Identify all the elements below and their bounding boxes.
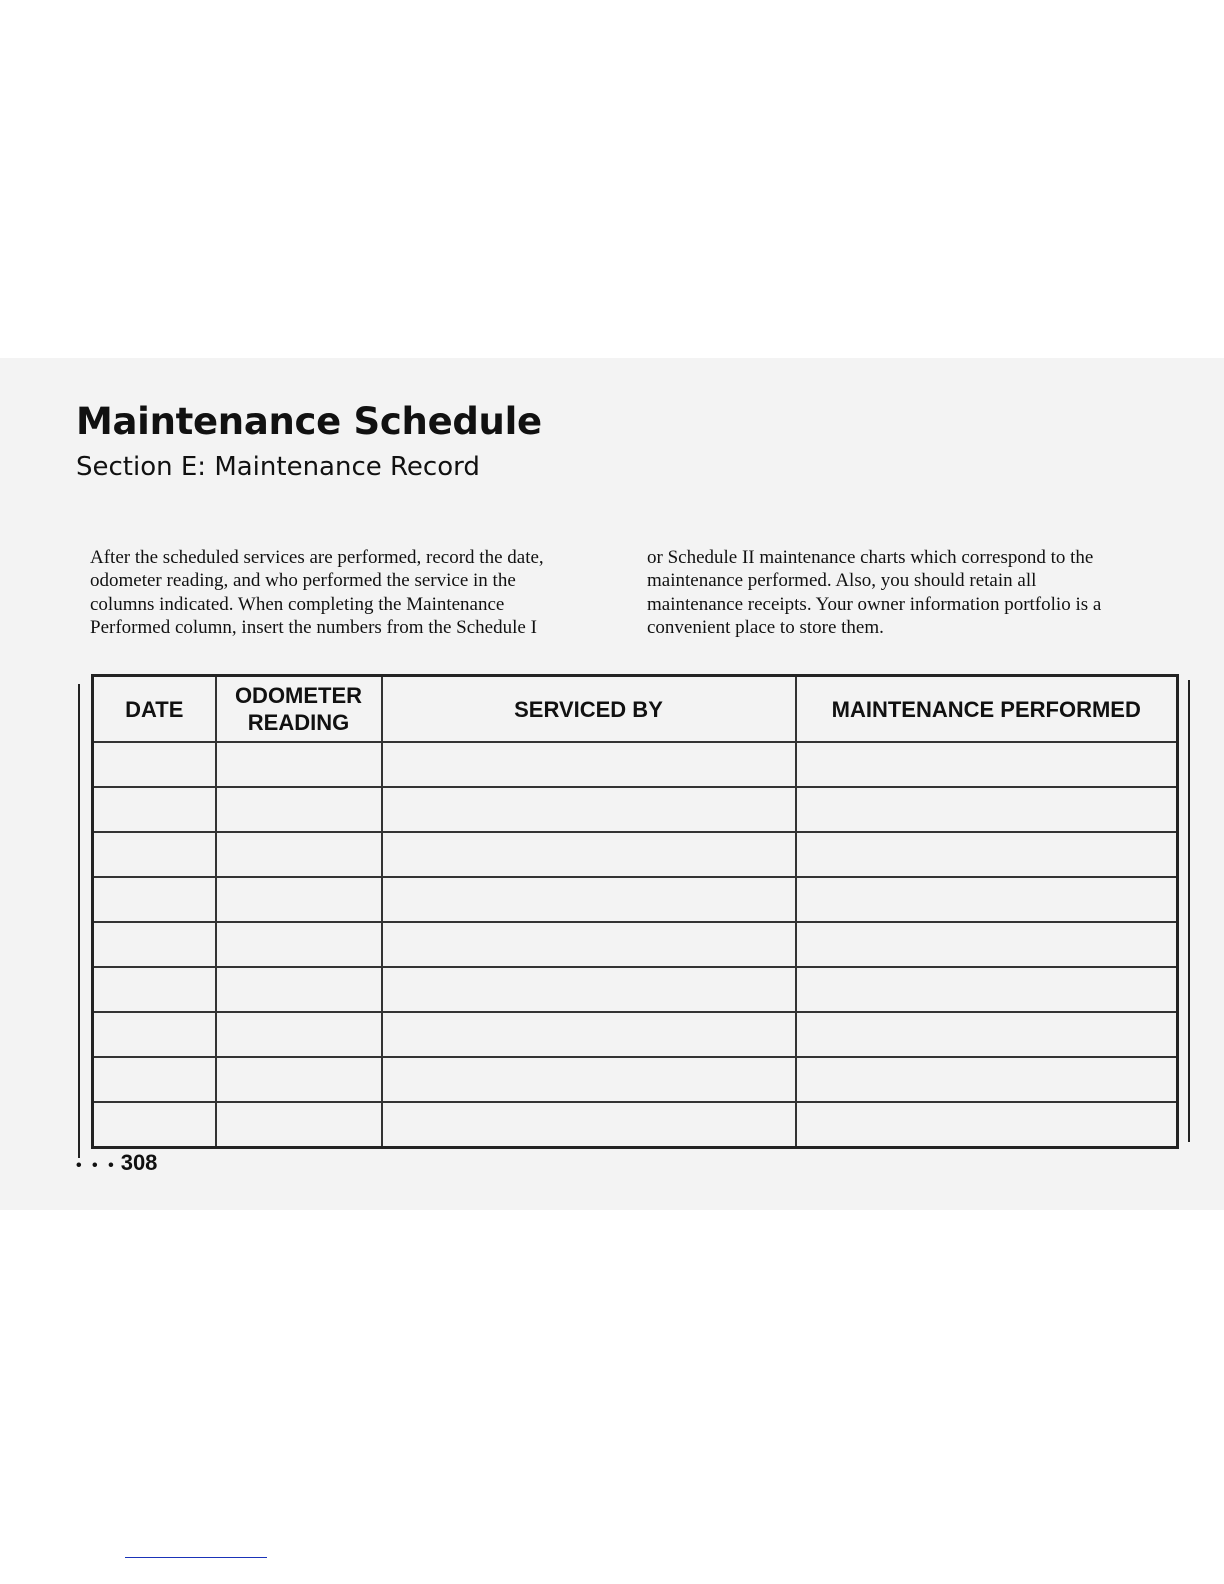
table-row	[93, 832, 1178, 877]
serviced-by-cell[interactable]	[382, 787, 796, 832]
date-cell[interactable]	[93, 787, 216, 832]
date-cell[interactable]	[93, 922, 216, 967]
table-row	[93, 787, 1178, 832]
table-row	[93, 1012, 1178, 1057]
odometer-cell[interactable]	[216, 922, 382, 967]
margin-rule-right	[1188, 680, 1190, 1142]
odometer-cell[interactable]	[216, 967, 382, 1012]
table-row	[93, 1102, 1178, 1148]
date-cell[interactable]	[93, 967, 216, 1012]
table-row	[93, 967, 1178, 1012]
date-cell[interactable]	[93, 1102, 216, 1148]
serviced-by-cell[interactable]	[382, 832, 796, 877]
header-date: DATE	[93, 676, 216, 743]
margin-rule-left	[78, 684, 80, 1158]
table-row	[93, 877, 1178, 922]
odometer-cell[interactable]	[216, 1102, 382, 1148]
odometer-cell[interactable]	[216, 877, 382, 922]
maintenance-cell[interactable]	[796, 1057, 1178, 1102]
maintenance-record-table	[91, 674, 1179, 1149]
page-number-dots: • • •	[76, 1157, 117, 1174]
odometer-cell[interactable]	[216, 787, 382, 832]
odometer-cell[interactable]	[216, 832, 382, 877]
maintenance-cell[interactable]	[796, 742, 1178, 787]
maintenance-cell[interactable]	[796, 877, 1178, 922]
maintenance-cell[interactable]	[796, 787, 1178, 832]
date-cell[interactable]	[93, 1012, 216, 1057]
header-serviced-by: SERVICED BY	[382, 676, 796, 743]
page-number	[76, 1150, 157, 1176]
date-cell[interactable]	[93, 1057, 216, 1102]
intro-paragraph-left: After the scheduled services are performed, record the date, odometer reading, and who performed the service in the columns indicated. When completing the Maintenance Performed column, insert the numbers from the Schedule I	[90, 547, 544, 638]
intro-paragraph-right: or Schedule II maintenance charts which correspond to the maintenance performed. Also, you should retain all maintenance receipts. Your owner information portfolio is a convenient place to store them.	[647, 547, 1102, 638]
maintenance-cell[interactable]	[796, 832, 1178, 877]
serviced-by-cell[interactable]	[382, 967, 796, 1012]
table-row	[93, 742, 1178, 787]
page-title: Maintenance Schedule	[76, 400, 542, 443]
page-number-value: 308	[120, 1150, 158, 1175]
maintenance-cell[interactable]	[796, 1012, 1178, 1057]
date-cell[interactable]	[93, 877, 216, 922]
serviced-by-cell[interactable]	[382, 877, 796, 922]
maintenance-cell[interactable]	[796, 922, 1178, 967]
header-maintenance-performed: MAINTENANCE PERFORMED	[796, 676, 1178, 743]
odometer-cell[interactable]	[216, 742, 382, 787]
date-cell[interactable]	[93, 832, 216, 877]
date-cell[interactable]	[93, 742, 216, 787]
serviced-by-cell[interactable]	[382, 922, 796, 967]
maintenance-cell[interactable]	[796, 967, 1178, 1012]
header-odometer-reading: ODOMETER READING	[216, 676, 382, 743]
odometer-cell[interactable]	[216, 1012, 382, 1057]
table-header-row	[93, 676, 1178, 743]
section-subtitle: Section E: Maintenance Record	[76, 452, 480, 482]
odometer-cell[interactable]	[216, 1057, 382, 1102]
serviced-by-cell[interactable]	[382, 742, 796, 787]
serviced-by-cell[interactable]	[382, 1102, 796, 1148]
maintenance-cell[interactable]	[796, 1102, 1178, 1148]
table-row	[93, 922, 1178, 967]
serviced-by-cell[interactable]	[382, 1057, 796, 1102]
serviced-by-cell[interactable]	[382, 1012, 796, 1057]
footer-link-rule	[125, 1557, 267, 1558]
table-row	[93, 1057, 1178, 1102]
